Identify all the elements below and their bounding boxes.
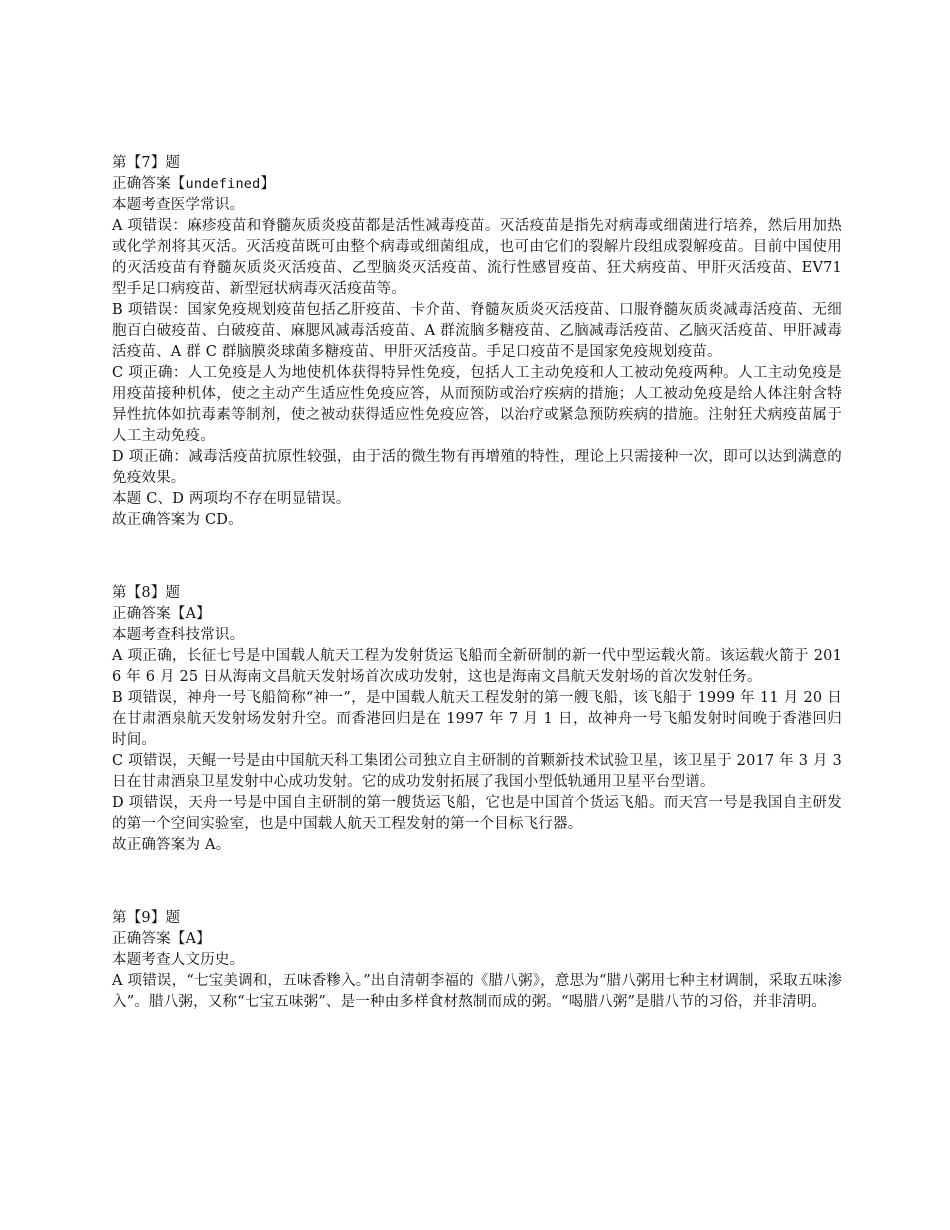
answer-prefix: 正确答案【 bbox=[112, 606, 186, 622]
paragraph: 本题考查科技常识。 bbox=[112, 627, 245, 643]
paragraph: B 项错误，神舟一号飞船简称“神一”，是中国载人航天工程发射的第一艘飞船，该飞船于 1999 年 11 月 20 日在甘肃酒泉航天发射场发射升空。而香港回归是在 1997 年 7 月 1 日，故神舟一号飞船发射时间晚于香港回归时间。 bbox=[112, 690, 842, 748]
question-7 bbox=[112, 153, 842, 531]
paragraph: 故正确答案为 A。 bbox=[112, 837, 231, 853]
answer-suffix: 】 bbox=[196, 931, 211, 947]
correct-answer-line bbox=[112, 174, 842, 195]
answer-prefix: 正确答案【 bbox=[112, 176, 186, 192]
paragraph: A 项错误，“七宝美调和，五味香糁入。”出自清朝李福的《腊八粥》，意思为“腊八粥用七种主材调制，采取五味渗入”。腊八粥，又称“七宝五味粥”、是一种由多样食材熬制而成的粥。“喝腊八粥”是腊八节的习俗，并非清明。 bbox=[112, 973, 842, 1010]
question-9 bbox=[112, 908, 842, 1013]
answer-suffix: 】 bbox=[196, 606, 211, 622]
paragraph: B 项错误：国家免疫规划疫苗包括乙肝疫苗、卡介苗、脊髓灰质炎灭活疫苗、口服脊髓灰质炎减毒活疫苗、无细胞百白破疫苗、白破疫苗、麻腮风减毒活疫苗、A 群流脑多糖疫苗、乙脑减毒活疫苗、乙脑灭活疫苗、甲肝减毒活疫苗、A 群 C 群脑膜炎球菌多糖疫苗、甲肝灭活疫苗。手足口疫苗不是国家免疫规划疫苗。 bbox=[112, 302, 842, 360]
paragraph: D 项正确：减毒活疫苗抗原性较强，由于活的微生物有再增殖的特性，理论上只需接种一次，即可以达到满意的免疫效果。 bbox=[112, 449, 842, 486]
paragraph: 故正确答案为 CD。 bbox=[112, 512, 243, 528]
answer-prefix: 正确答案【 bbox=[112, 931, 186, 947]
answer-value: undefined bbox=[185, 176, 261, 192]
document-page bbox=[112, 153, 842, 1013]
question-heading: 第【8】题 bbox=[112, 585, 181, 601]
question-8 bbox=[112, 583, 842, 856]
paragraph: 本题考查人文历史。 bbox=[112, 952, 245, 968]
paragraph: D 项错误，天舟一号是中国自主研制的第一艘货运飞船，它也是中国首个货运飞船。而天宫一号是我国自主研发的第一个空间实验室，也是中国载人航天工程发射的第一个目标飞行器。 bbox=[112, 795, 842, 832]
paragraph: A 项正确，长征七号是中国载人航天工程为发射货运飞船而全新研制的新一代中型运载火箭。该运载火箭于 2016 年 6 月 25 日从海南文昌航天发射场首次成功发射，这也是海南文昌航天发射场的首次发射任务。 bbox=[112, 648, 842, 685]
answer-suffix: 】 bbox=[260, 176, 276, 192]
question-heading: 第【7】题 bbox=[112, 155, 181, 171]
paragraph: 本题 C、D 两项均不存在明显错误。 bbox=[112, 491, 351, 507]
question-heading: 第【9】题 bbox=[112, 910, 181, 926]
answer-value: A bbox=[185, 931, 197, 947]
paragraph: C 项错误，天鲲一号是由中国航天科工集团公司独立自主研制的首颗新技术试验卫星，该卫星于 2017 年 3 月 3 日在甘肃酒泉卫星发射中心成功发射。它的成功发射拓展了我国小型低轨通用卫星平台型谱。 bbox=[112, 753, 842, 790]
paragraph: 本题考查医学常识。 bbox=[112, 197, 245, 213]
answer-value: A bbox=[185, 606, 197, 622]
correct-answer-line bbox=[112, 604, 842, 625]
paragraph: C 项正确：人工免疫是人为地使机体获得特异性免疫，包括人工主动免疫和人工被动免疫两种。人工主动免疫是用疫苗接种机体，使之主动产生适应性免疫应答，从而预防或治疗疾病的措施；人工被动免疫是给人体注射含特异性抗体如抗毒素等制剂，使之被动获得适应性免疫应答，以治疗或紧急预防疾病的措施。注射狂犬病疫苗属于人工主动免疫。 bbox=[112, 365, 842, 444]
paragraph: A 项错误：麻疹疫苗和脊髓灰质炎疫苗都是活性减毒疫苗。灭活疫苗是指先对病毒或细菌进行培养，然后用加热或化学剂将其灭活。灭活疫苗既可由整个病毒或细菌组成，也可由它们的裂解片段组成裂解疫苗。目前中国使用的灭活疫苗有脊髓灰质炎灭活疫苗、乙型脑炎灭活疫苗、流行性感冒疫苗、狂犬病疫苗、甲肝灭活疫苗、EV71 型手足口病疫苗、新型冠状病毒灭活疫苗等。 bbox=[112, 218, 842, 297]
correct-answer-line bbox=[112, 929, 842, 950]
